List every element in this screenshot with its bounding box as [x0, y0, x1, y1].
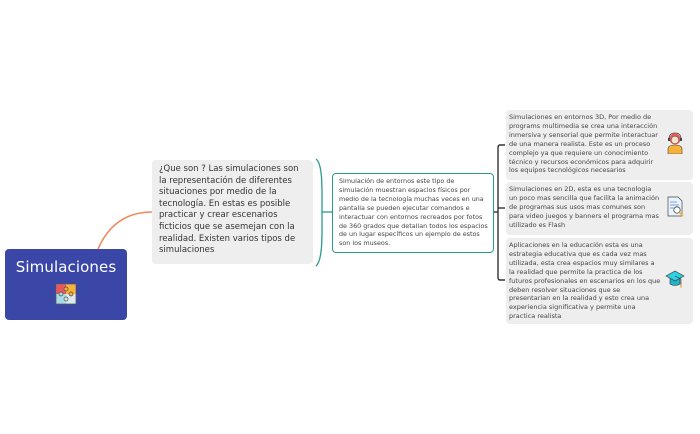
root-title: Simulaciones: [15, 258, 117, 276]
main-node-text: ¿Que son ? Las simulaciones son la representación de diferentes situaciones por medio de la tecnología. En estas es posible practicar y crear escenarios ficticios que se asemejan con la realidad. Existen varios tipos de simulaciones: [159, 164, 299, 256]
leaf-text-2d: Simulaciones en 2D, esta es una tecnologia un poco mas sencilla que facilita la animación de programas sus usos mas comunes son para video juegos y banners el programa mas utilizado es Flash: [509, 185, 660, 229]
root-node-simulaciones[interactable]: [5, 249, 127, 320]
person-headset-icon: [665, 132, 685, 154]
puzzle-icon: [55, 283, 77, 305]
document-search-icon: [665, 196, 685, 218]
connector-root-main: [98, 212, 152, 249]
leaf-node-educacion[interactable]: [506, 238, 693, 324]
leaf-text-educacion: Aplicaciones en la educación esta es una estrategia educativa que es cada vez mas utilizada, esta crea espacios muy similares a la realidad que permite la practica de los futuros profesionales en escenarios en los que deben resolver situaciones que se presentarian en la realidad y esto crea una experiencia significativa y permite una practica realista: [509, 241, 661, 321]
leaf-node-2d[interactable]: [506, 182, 693, 235]
leaf-node-3d[interactable]: [506, 110, 693, 180]
main-node-definition[interactable]: [152, 160, 313, 264]
mid-node-text: Simulación de entornos este tipo de simulación muestran espacios físicos por medio de la tecnología muchas veces en una pantalla se pueden ejecutar comandos e interactuar con entornos recreados por fotos de 360 grados que detallan todos los espacios de un lugar específicos un ejemplo de estos son los museos.: [339, 177, 488, 248]
leaf-text-3d: Simulaciones en entornos 3D, Por medio de programs multimedia se crea una interacción inmersiva y sensorial que permite interactuar de una manera realista. Este es un proceso complejo ya que requiere un conocimiento técnico y recursos económicos para adquirir los equipos tecnológicos necesarios: [509, 113, 658, 175]
mid-node-simulacion-entornos[interactable]: [332, 173, 494, 253]
connector-main-brace: [316, 159, 322, 266]
graduation-cap-icon: [665, 268, 685, 290]
